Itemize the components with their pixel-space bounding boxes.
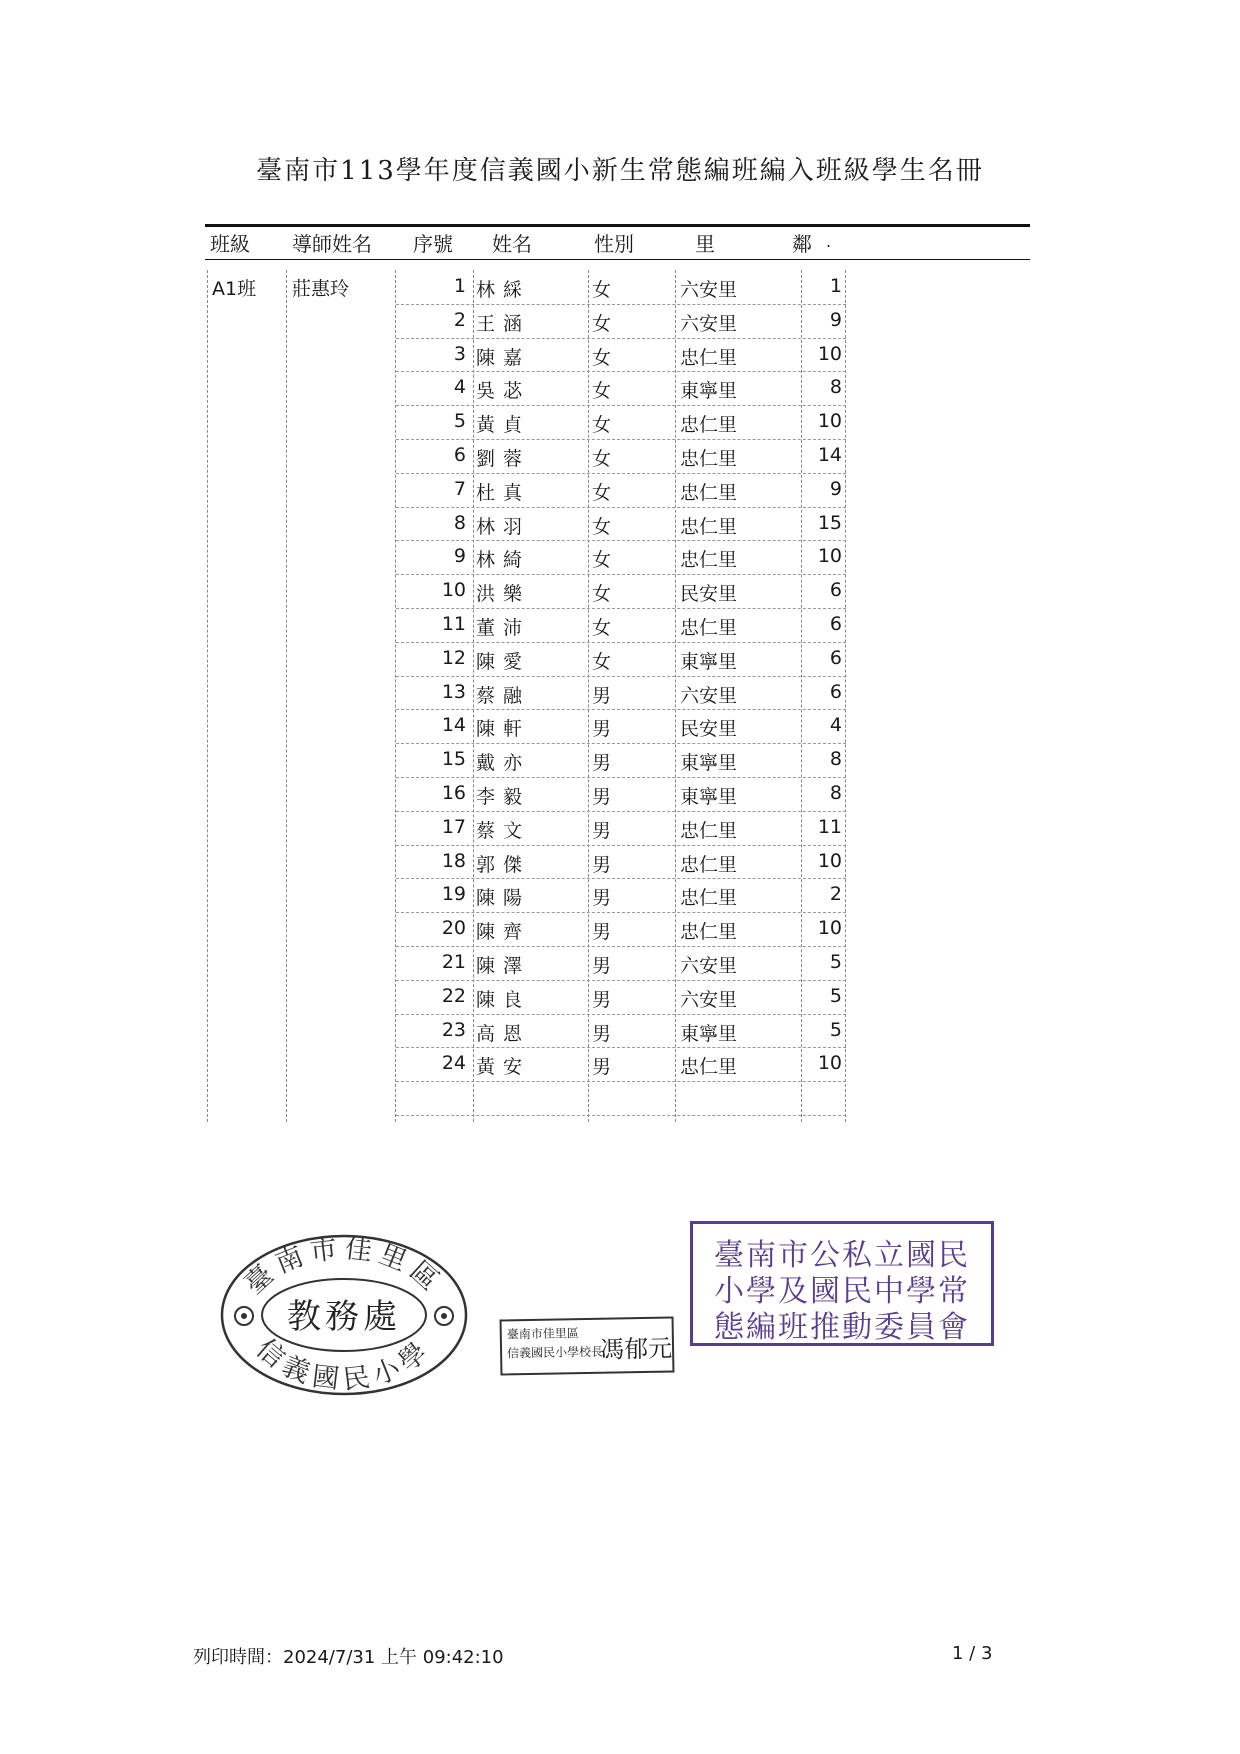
student-seq: 3 <box>453 342 466 365</box>
student-village: 忠仁里 <box>680 853 738 876</box>
student-sex: 男 <box>592 819 612 842</box>
student-sex: 男 <box>592 1056 612 1079</box>
student-sex: 男 <box>592 684 612 707</box>
student-sex: 女 <box>592 414 612 437</box>
principal-seal <box>500 1316 675 1375</box>
student-name: 林 羽 <box>476 515 524 538</box>
student-seq: 19 <box>441 883 466 906</box>
student-village: 忠仁里 <box>680 921 738 944</box>
row-divider <box>396 439 846 440</box>
student-sex: 女 <box>592 515 612 538</box>
teacher-name-cell: 莊惠玲 <box>292 278 350 300</box>
print-time: 列印時間：2024/7/31 上午 09:42:10 <box>193 1647 504 1668</box>
row-divider <box>396 878 846 879</box>
table-row <box>396 371 846 405</box>
student-sex: 女 <box>592 346 612 369</box>
student-name: 李 毅 <box>476 786 524 808</box>
table-row <box>396 709 846 743</box>
table-divider <box>286 270 287 1122</box>
student-name: 陳 澤 <box>476 955 524 977</box>
row-divider <box>396 811 846 812</box>
row-divider <box>396 1115 846 1116</box>
student-name: 陳 愛 <box>476 650 524 673</box>
table-row <box>396 304 846 338</box>
header-teacher: 導師姓名 <box>292 232 372 256</box>
student-village: 東寧里 <box>680 752 738 775</box>
student-neighborhood: 6 <box>829 680 842 703</box>
student-sex: 男 <box>592 988 612 1011</box>
row-divider <box>396 845 846 846</box>
student-name: 黃 安 <box>476 1056 524 1079</box>
student-neighborhood: 6 <box>829 613 842 635</box>
table-row <box>396 946 846 980</box>
table-row <box>396 1014 846 1048</box>
student-sex: 男 <box>592 887 612 910</box>
student-neighborhood: 8 <box>829 782 842 804</box>
row-divider <box>396 371 846 372</box>
student-neighborhood: 10 <box>817 342 842 365</box>
header-top-rule <box>205 224 1030 227</box>
student-neighborhood: 10 <box>817 849 842 872</box>
student-name: 郭 傑 <box>476 853 524 876</box>
student-seq: 16 <box>441 782 466 804</box>
row-divider <box>396 1081 846 1082</box>
student-neighborhood: 10 <box>817 545 842 568</box>
table-row <box>396 676 846 710</box>
student-sex: 女 <box>592 279 612 301</box>
row-divider <box>396 709 846 710</box>
student-sex: 女 <box>592 583 612 606</box>
student-seq: 1 <box>453 275 466 297</box>
student-neighborhood: 8 <box>829 376 842 399</box>
student-seq: 22 <box>441 984 466 1007</box>
student-sex: 男 <box>592 853 612 876</box>
oval-stamp-center-text: 教務處 <box>287 1297 401 1337</box>
row-divider <box>396 1014 846 1015</box>
table-row <box>396 473 846 507</box>
student-seq: 11 <box>441 613 466 635</box>
student-neighborhood: 10 <box>817 1052 842 1075</box>
student-village: 忠仁里 <box>680 515 738 538</box>
table-row <box>396 743 846 777</box>
plum-blossom-icon <box>435 1307 453 1325</box>
student-seq: 9 <box>453 545 466 568</box>
student-seq: 8 <box>453 511 466 534</box>
student-sex: 男 <box>592 786 612 808</box>
table-border-left <box>207 270 208 1122</box>
student-village: 忠仁里 <box>680 414 738 437</box>
student-village: 忠仁里 <box>680 887 738 910</box>
student-name: 林 綺 <box>476 549 524 572</box>
student-village: 民安里 <box>680 718 738 741</box>
student-seq: 14 <box>441 714 466 737</box>
header-trailing-dot: . <box>826 232 832 251</box>
student-village: 六安里 <box>680 312 738 335</box>
student-seq: 18 <box>441 849 466 872</box>
student-neighborhood: 2 <box>829 883 842 906</box>
student-name: 林 綵 <box>476 279 524 301</box>
header-village: 里 <box>695 232 715 256</box>
student-name: 高 恩 <box>476 1022 524 1045</box>
row-divider <box>396 304 846 305</box>
committee-seal <box>690 1221 994 1346</box>
student-neighborhood: 14 <box>817 444 842 466</box>
student-village: 六安里 <box>680 988 738 1011</box>
row-divider <box>396 777 846 778</box>
committee-seal-line: 小學及國民中學常 <box>714 1274 970 1309</box>
student-neighborhood: 10 <box>817 410 842 433</box>
table-row <box>396 878 846 912</box>
student-neighborhood: 8 <box>829 748 842 771</box>
student-sex: 女 <box>592 481 612 504</box>
class-name-cell: A1班 <box>212 278 257 300</box>
table-row <box>396 980 846 1014</box>
row-divider <box>396 574 846 575</box>
row-divider <box>396 676 846 677</box>
student-sex: 男 <box>592 718 612 741</box>
oval-stamp-top-text: 臺南市佳里區 <box>239 1233 449 1301</box>
student-sex: 女 <box>592 549 612 572</box>
student-name: 洪 樂 <box>476 583 524 606</box>
student-sex: 男 <box>592 921 612 944</box>
student-village: 忠仁里 <box>680 549 738 572</box>
student-sex: 女 <box>592 380 612 403</box>
header-bottom-rule <box>205 259 1030 260</box>
svg-text:臺南市佳里區 <box>239 1233 449 1300</box>
student-name: 陳 軒 <box>476 718 524 741</box>
plum-blossom-icon <box>235 1307 253 1325</box>
oval-stamp-bottom-text: 信義國民小學 <box>250 1333 438 1396</box>
row-divider <box>396 642 846 643</box>
student-village: 忠仁里 <box>680 1056 738 1079</box>
table-row <box>396 574 846 608</box>
table-row <box>396 270 846 304</box>
student-name: 王 涵 <box>476 312 524 335</box>
svg-text:信義國民小學 <box>250 1333 438 1396</box>
student-neighborhood: 5 <box>829 951 842 973</box>
student-neighborhood: 5 <box>829 984 842 1007</box>
student-seq: 5 <box>453 410 466 433</box>
header-neighborhood: 鄰 <box>792 232 812 256</box>
table-row <box>396 507 846 541</box>
table-row <box>396 608 846 642</box>
student-sex: 男 <box>592 1022 612 1045</box>
table-row <box>396 338 846 372</box>
header-name: 姓名 <box>492 232 532 256</box>
student-village: 東寧里 <box>680 786 738 808</box>
student-name: 陳 齊 <box>476 921 524 944</box>
student-village: 忠仁里 <box>680 448 738 470</box>
student-sex: 男 <box>592 752 612 775</box>
student-village: 東寧里 <box>680 380 738 403</box>
student-seq: 12 <box>441 646 466 669</box>
student-seq: 24 <box>441 1052 466 1075</box>
student-neighborhood: 11 <box>817 815 842 838</box>
student-neighborhood: 1 <box>829 275 842 297</box>
student-village: 忠仁里 <box>680 617 738 639</box>
table-row <box>396 540 846 574</box>
header-class: 班級 <box>210 232 250 256</box>
row-divider <box>396 743 846 744</box>
student-name: 劉 蓉 <box>476 448 524 470</box>
academic-affairs-stamp <box>218 1232 470 1398</box>
row-divider <box>396 946 846 947</box>
student-village: 六安里 <box>680 684 738 707</box>
table-row <box>396 811 846 845</box>
row-divider <box>396 540 846 541</box>
row-divider <box>396 473 846 474</box>
student-name: 蔡 融 <box>476 684 524 707</box>
student-sex: 女 <box>592 448 612 470</box>
table-row <box>396 777 846 811</box>
table-row <box>396 1047 846 1081</box>
row-divider <box>396 405 846 406</box>
document-title: 臺南市113學年度信義國小新生常態編班編入班級學生名冊 <box>256 156 984 186</box>
committee-seal-line: 態編班推動委員會 <box>714 1310 970 1345</box>
table-row <box>396 845 846 879</box>
student-neighborhood: 15 <box>817 511 842 534</box>
student-village: 忠仁里 <box>680 346 738 369</box>
student-seq: 23 <box>441 1018 466 1041</box>
student-name: 黃 貞 <box>476 414 524 437</box>
student-sex: 男 <box>592 955 612 977</box>
student-name: 陳 嘉 <box>476 346 524 369</box>
student-name: 杜 真 <box>476 481 524 504</box>
student-seq: 7 <box>453 477 466 500</box>
committee-seal-line: 臺南市公私立國民 <box>714 1238 970 1273</box>
principal-seal-title: 臺南市佳里區 信義國民小學校長 <box>506 1326 604 1361</box>
student-seq: 2 <box>453 308 466 331</box>
student-name: 陳 良 <box>476 988 524 1011</box>
student-village: 東寧里 <box>680 1022 738 1045</box>
table-row <box>396 642 846 676</box>
student-neighborhood: 10 <box>817 917 842 940</box>
student-seq: 13 <box>441 680 466 703</box>
row-divider <box>396 912 846 913</box>
header-sex: 性別 <box>594 232 634 256</box>
student-village: 東寧里 <box>680 650 738 673</box>
student-seq: 4 <box>453 376 466 399</box>
student-village: 六安里 <box>680 955 738 977</box>
row-divider <box>396 507 846 508</box>
row-divider <box>396 608 846 609</box>
student-seq: 10 <box>441 579 466 602</box>
student-seq: 17 <box>441 815 466 838</box>
row-divider <box>396 980 846 981</box>
student-village: 民安里 <box>680 583 738 606</box>
student-neighborhood: 9 <box>829 477 842 500</box>
header-seq: 序號 <box>413 232 453 256</box>
student-name: 蔡 文 <box>476 819 524 842</box>
student-neighborhood: 9 <box>829 308 842 331</box>
student-seq: 20 <box>441 917 466 940</box>
student-name: 董 沛 <box>476 617 524 639</box>
student-name: 吳 苾 <box>476 380 524 403</box>
row-divider <box>396 1047 846 1048</box>
table-row <box>396 912 846 946</box>
student-sex: 女 <box>592 312 612 335</box>
student-seq: 6 <box>453 444 466 466</box>
student-village: 六安里 <box>680 279 738 301</box>
student-village: 忠仁里 <box>680 481 738 504</box>
student-name: 陳 陽 <box>476 887 524 910</box>
student-seq: 15 <box>441 748 466 771</box>
student-neighborhood: 4 <box>829 714 842 737</box>
student-neighborhood: 6 <box>829 646 842 669</box>
table-row <box>396 439 846 473</box>
student-sex: 女 <box>592 617 612 639</box>
page-number: 1 / 3 <box>952 1643 993 1664</box>
student-seq: 21 <box>441 951 466 973</box>
row-divider <box>396 338 846 339</box>
principal-seal-name: 馮郁元 <box>599 1334 673 1364</box>
table-row <box>396 405 846 439</box>
student-village: 忠仁里 <box>680 819 738 842</box>
student-name: 戴 亦 <box>476 752 524 775</box>
student-sex: 女 <box>592 650 612 673</box>
student-neighborhood: 6 <box>829 579 842 602</box>
student-neighborhood: 5 <box>829 1018 842 1041</box>
